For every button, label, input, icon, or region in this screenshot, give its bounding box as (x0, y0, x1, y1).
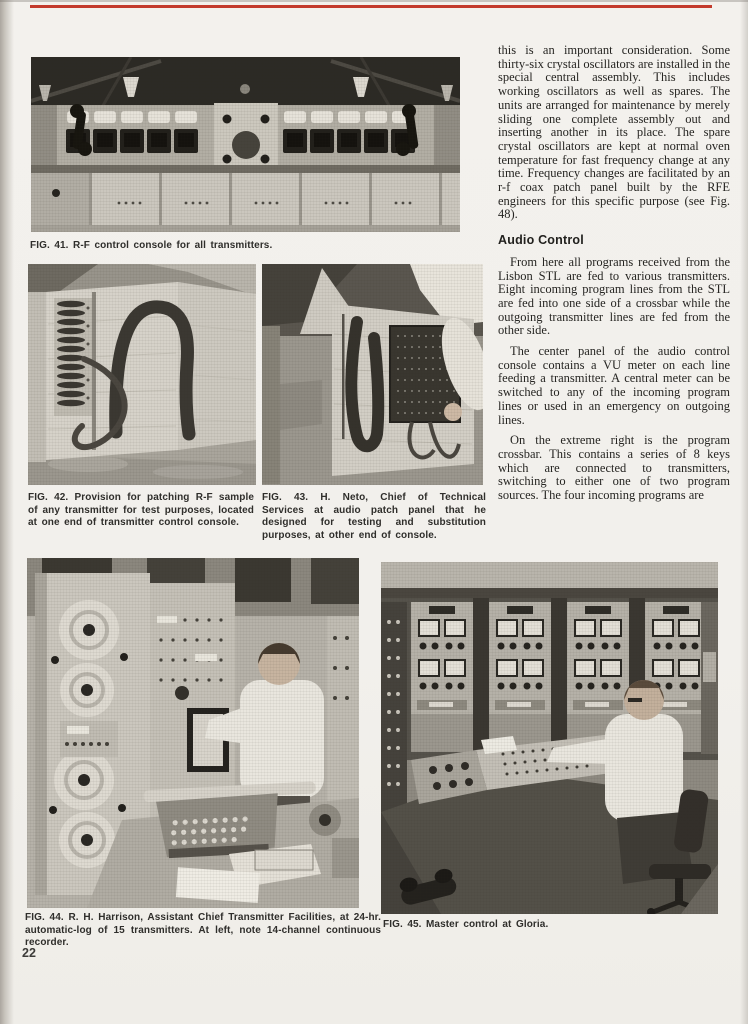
fig44-photo-illustration (27, 558, 359, 908)
fig44-photo (27, 558, 359, 908)
article-paragraph-continuation: this is an important consideration. Some thirty-six crystal oscillators are installed in the special central assembly. This includes working oscillators as well as spares. The units are arranged for maintenance by merely sliding one complete assembly out and inserting another in its place. The spare crystal oscillators are kept at normal oven temperature for fast frequency change at any time. Frequency changes are facilitated by an r-f coax patch panel built by the RFE engineers for this specific purpose (see Fig. 48). (498, 43, 730, 222)
scan-edge-shadow (0, 0, 14, 1024)
fig42-photo-illustration (28, 264, 256, 485)
page-number: 22 (22, 946, 36, 960)
fig42-photo (28, 264, 256, 485)
fig43-caption: FIG. 43. H. Neto, Chief of Technical Services at audio patch panel that he designed for testing and substitution purposes, at other end of console. (262, 492, 486, 541)
fig41-caption: FIG. 41. R-F control console for all transmitters. (30, 240, 273, 251)
audio-control-heading: Audio Control (498, 233, 584, 248)
page-top-rule (30, 5, 712, 8)
fig41-photo (31, 57, 460, 232)
scan-edge-shadow-right (740, 0, 748, 1024)
fig45-caption: FIG. 45. Master control at Gloria. (383, 919, 549, 930)
article-column (498, 44, 730, 510)
fig43-photo (262, 264, 483, 485)
article-paragraph: On the extreme right is the program crossbar. This contains a series of 8 keys which are connected to transmitters, switching to either one of two program sources. The four incoming programs are (498, 433, 730, 503)
fig42-caption: FIG. 42. Provision for patching R-F sample of any transmitter for test purposes, located at one end of transmitter control console. (28, 492, 254, 529)
article-paragraph: From here all programs received from the Lisbon STL are fed to various transmitters. Eight incoming program lines from the STL are fed into one side of a crossbar while the outgoing transmitter lines are fed from the other side. (498, 254, 730, 338)
article-paragraph: The center panel of the audio control console contains a VU meter on each line feeding a transmitter. A central meter can be switched to any of the incoming program lines or used in an emergency on outgoing lines. (498, 344, 730, 427)
fig41-photo-illustration (31, 57, 460, 232)
fig44-caption: FIG. 44. R. H. Harrison, Assistant Chief Transmitter Facilities, at 24-hr. automatic-log of 15 transmitters. At left, note 14-channel continuous recorder. (25, 912, 381, 949)
fig45-photo-illustration (381, 562, 718, 914)
fig43-photo-illustration (262, 264, 483, 485)
fig45-photo (381, 562, 718, 914)
scan-edge-top (0, 0, 748, 2)
